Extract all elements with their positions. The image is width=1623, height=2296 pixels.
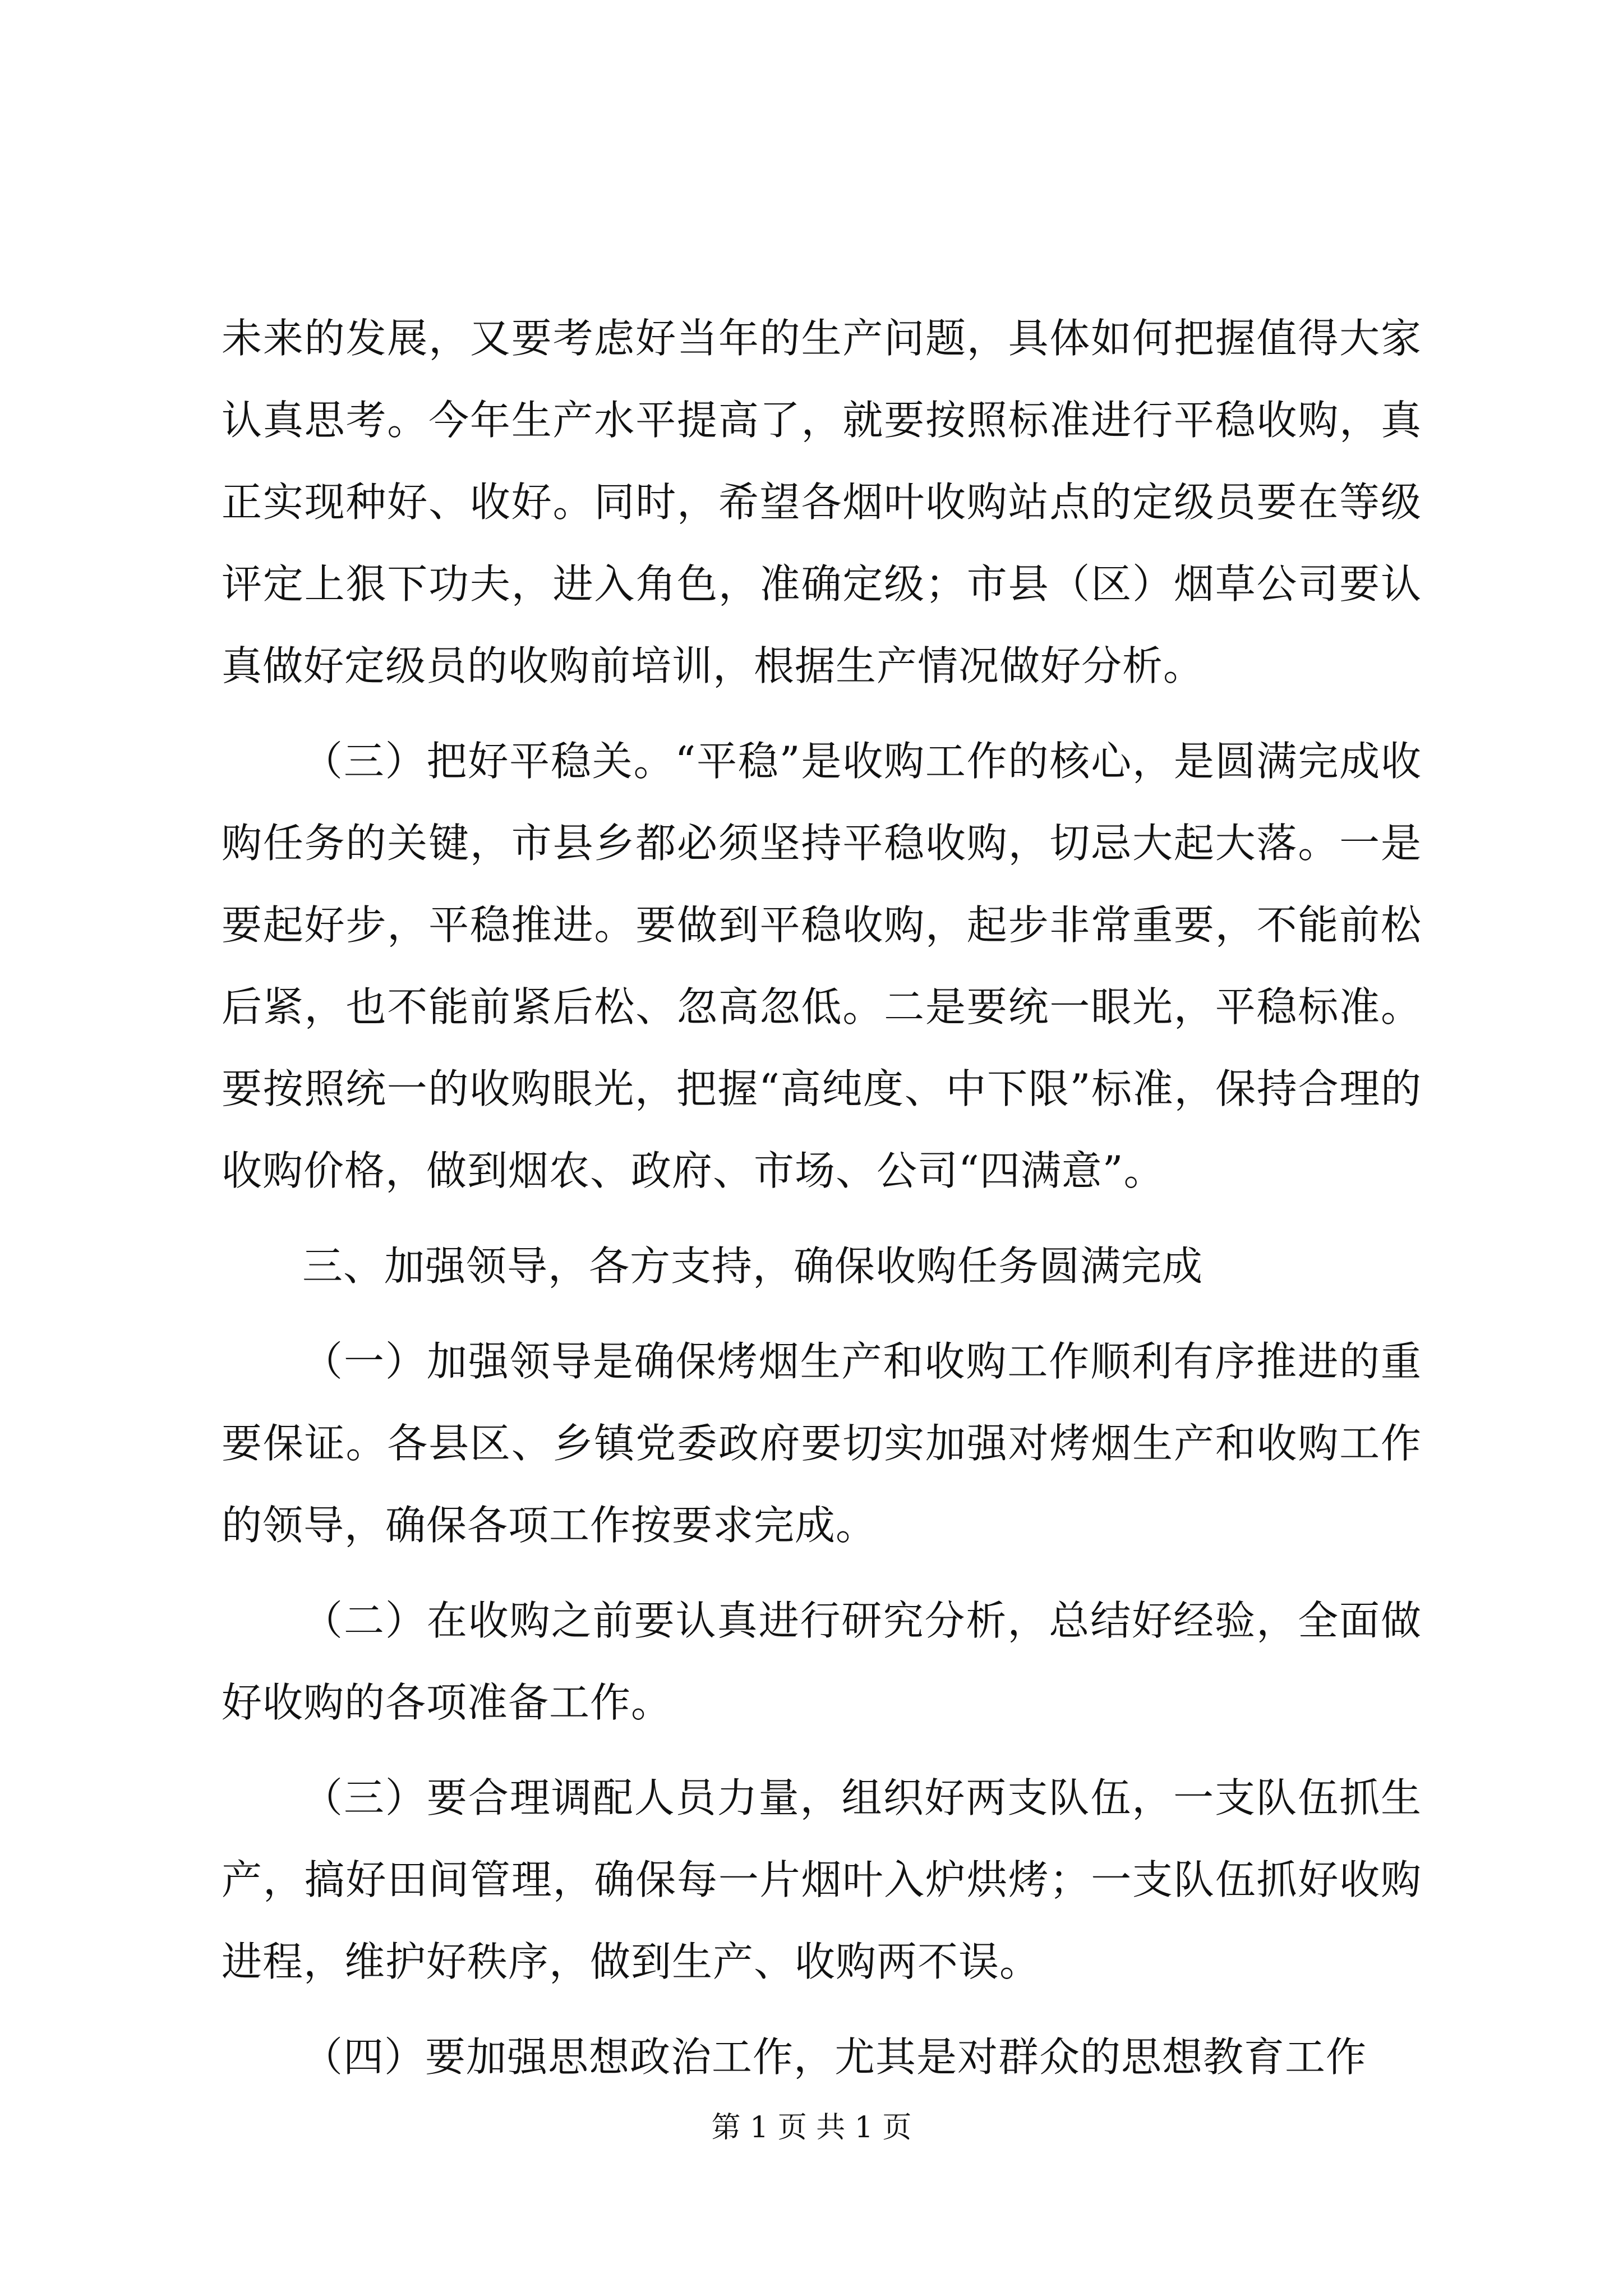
paragraph-continuation: 未来的发展，又要考虑好当年的生产问题，具体如何把握值得大家认真思考。今年生产水平提高了，就要按照标准进行平稳收购，真正实现种好、收好。同时，希望各烟叶收购站点的定级员要在等级评定上狠下功夫，进入角色，准确定级；市县（区）烟草公司要认真做好定级员的收购前培训，根据生产情况做好分析。 <box>222 315 1422 689</box>
paragraph-stability: （三）把好平稳关。“平稳”是收购工作的核心，是圆满完成收购任务的关键，市县乡都必须坚持平稳收购，切忌大起大落。一是要起好步，平稳推进。要做到平稳收购，起步非常重要，不能前松后紧，也不能前紧后松、忽高忽低。二是要统一眼光，平稳标准。要按照统一的收购眼光，把握“高纯度、中下限”标准，保持合理的收购价格，做到烟农、政府、市场、公司“四满意”。 <box>222 738 1422 1194</box>
paragraph-item-three: （三）要合理调配人员力量，组织好两支队伍，一支队伍抓生产，搞好田间管理，确保每一片烟叶入炉烘烤；一支队伍抓好收购进程，维护好秩序，做到生产、收购两不误。 <box>222 1774 1422 1985</box>
paragraph-item-four: （四）要加强思想政治工作，尤其是对群众的思想教育工作 <box>302 2033 1367 2081</box>
paragraph-item-two: （二）在收购之前要认真进行研究分析，总结好经验，全面做好收购的各项准备工作。 <box>222 1597 1422 1726</box>
section-heading-three: 三、加强领导，各方支持，确保收购任务圆满完成 <box>302 1243 1204 1290</box>
document-body <box>222 297 1422 2111</box>
page-footer: 第 1 页 共 1 页 <box>711 2111 912 2145</box>
paragraph-item-one: （一）加强领导是确保烤烟生产和收购工作顺利有序推进的重要保证。各县区、乡镇党委政府要切实加强对烤烟生产和收购工作的领导，确保各项工作按要求完成。 <box>222 1338 1422 1549</box>
